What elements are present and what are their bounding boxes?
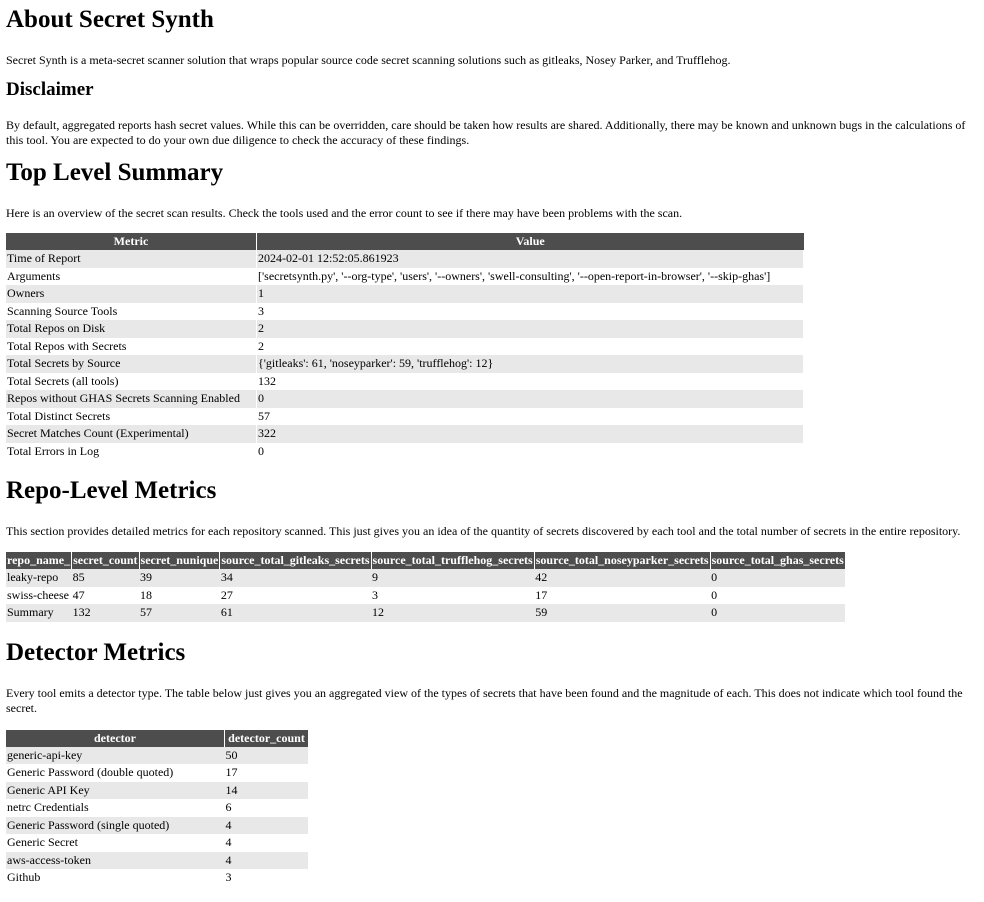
table-cell: 0	[710, 587, 845, 605]
table-cell: 12	[371, 604, 534, 622]
table-cell: 59	[534, 604, 710, 622]
column-header: source_total_noseyparker_secrets	[535, 553, 709, 567]
table-cell: Owners	[6, 285, 257, 303]
repo-header-row	[6, 552, 845, 569]
summary-row	[6, 285, 804, 303]
detector-row	[6, 869, 308, 887]
summary-header-value: Value	[257, 233, 804, 250]
table-cell: 322	[257, 425, 804, 443]
table-cell: Generic Secret	[6, 834, 225, 852]
table-cell: 132	[257, 373, 804, 391]
repo-row	[6, 604, 845, 622]
table-cell: 3	[257, 303, 804, 321]
column-header: source_total_gitleaks_secrets	[221, 553, 370, 567]
table-cell: 14	[225, 782, 309, 800]
table-cell: Total Secrets (all tools)	[6, 373, 257, 391]
table-cell: 85	[72, 569, 139, 587]
table-cell: 61	[220, 604, 371, 622]
table-cell: Secret Matches Count (Experimental)	[6, 425, 257, 443]
summary-table	[6, 233, 804, 460]
table-cell: Total Repos on Disk	[6, 320, 257, 338]
table-cell: Generic Password (single quoted)	[6, 817, 225, 835]
table-cell: 6	[225, 799, 309, 817]
table-cell: Total Secrets by Source	[6, 355, 257, 373]
summary-row	[6, 320, 804, 338]
table-cell: 4	[225, 834, 309, 852]
table-cell: 27	[220, 587, 371, 605]
table-cell: Total Distinct Secrets	[6, 408, 257, 426]
table-cell: 34	[220, 569, 371, 587]
table-cell: 0	[257, 443, 804, 461]
about-heading: About Secret Synth	[6, 6, 214, 33]
repo-metrics-heading: Repo-Level Metrics	[6, 477, 217, 504]
detector-row	[6, 834, 308, 852]
summary-header-row	[6, 233, 804, 250]
table-cell: 3	[371, 587, 534, 605]
summary-row	[6, 268, 804, 286]
table-cell: 1	[257, 285, 804, 303]
table-cell: 2024-02-01 12:52:05.861923	[257, 250, 804, 268]
table-cell: 0	[257, 390, 804, 408]
table-cell: aws-access-token	[6, 852, 225, 870]
repo-row	[6, 587, 845, 605]
table-cell: 4	[225, 817, 309, 835]
about-intro: Secret Synth is a meta-secret scanner solution that wraps popular source code secret scanning solutions such as gitleaks, Nosey Parker, and Trufflehog.	[6, 53, 731, 67]
summary-row	[6, 250, 804, 268]
detector-header-row	[6, 730, 308, 747]
table-cell: 0	[710, 569, 845, 587]
detector-row	[6, 799, 308, 817]
detector-table	[6, 730, 308, 887]
summary-row	[6, 373, 804, 391]
summary-row	[6, 408, 804, 426]
table-cell: Total Errors in Log	[6, 443, 257, 461]
column-header: secret_nunique	[140, 553, 219, 567]
table-cell: Summary	[6, 604, 72, 622]
table-cell: 0	[710, 604, 845, 622]
table-cell: 57	[257, 408, 804, 426]
table-cell: Time of Report	[6, 250, 257, 268]
summary-text: Here is an overview of the secret scan results. Check the tools used and the error count to see if there may have been problems with the scan.	[6, 206, 683, 220]
summary-row	[6, 443, 804, 461]
table-cell: 2	[257, 320, 804, 338]
table-cell: Arguments	[6, 268, 257, 286]
detector-metrics-heading: Detector Metrics	[6, 638, 186, 666]
repo-metrics-text: This section provides detailed metrics for each repository scanned. This just gives you an idea of the quantity of secrets discovered by each tool and the total number of secrets in the entire repository.	[6, 524, 961, 538]
summary-row	[6, 338, 804, 356]
detector-row	[6, 782, 308, 800]
column-header: source_total_ghas_secrets	[711, 553, 844, 567]
table-cell: Generic Password (double quoted)	[6, 764, 225, 782]
table-cell: 9	[371, 569, 534, 587]
table-cell: ['secretsynth.py', '--org-type', 'users', '--owners', 'swell-consulting', '--open-report-in-browser', '--skip-ghas']	[257, 268, 804, 286]
summary-row	[6, 303, 804, 321]
detector-row	[6, 764, 308, 782]
table-cell: Repos without GHAS Secrets Scanning Enabled	[6, 390, 257, 408]
disclaimer-text: By default, aggregated reports hash secret values. While this can be overridden, care should be taken how results are shared. Additionally, there may be known and unknown bugs in the calculations of this tool. You are expected to do your own due diligence to check the accuracy of these findings.	[6, 118, 966, 147]
table-cell: Scanning Source Tools	[6, 303, 257, 321]
table-cell: 50	[225, 747, 309, 765]
table-cell: 4	[225, 852, 309, 870]
repo-row	[6, 569, 845, 587]
table-cell: leaky-repo	[6, 569, 72, 587]
column-header: repo_name_	[7, 553, 71, 567]
table-cell: 39	[139, 569, 220, 587]
repo-metrics-table	[6, 552, 845, 622]
column-header: detector	[6, 730, 225, 747]
table-cell: 42	[534, 569, 710, 587]
table-cell: Github	[6, 869, 225, 887]
table-cell: Total Repos with Secrets	[6, 338, 257, 356]
table-cell: 17	[225, 764, 309, 782]
table-cell: 3	[225, 869, 309, 887]
summary-heading: Top Level Summary	[6, 159, 224, 186]
table-cell: 18	[139, 587, 220, 605]
table-cell: 47	[72, 587, 139, 605]
summary-header-metric: Metric	[6, 233, 257, 250]
table-cell: 17	[534, 587, 710, 605]
disclaimer-heading: Disclaimer	[6, 79, 94, 100]
detector-row	[6, 747, 308, 765]
table-cell: 2	[257, 338, 804, 356]
summary-row	[6, 425, 804, 443]
column-header: source_total_trufflehog_secrets	[372, 553, 533, 567]
detector-row	[6, 817, 308, 835]
detector-row	[6, 852, 308, 870]
table-cell: swiss-cheese	[6, 587, 72, 605]
table-cell: 57	[139, 604, 220, 622]
column-header: secret_count	[73, 553, 138, 567]
table-cell: 132	[72, 604, 139, 622]
summary-row	[6, 390, 804, 408]
summary-row	[6, 355, 804, 373]
table-cell: {'gitleaks': 61, 'noseyparker': 59, 'trufflehog': 12}	[257, 355, 804, 373]
table-cell: generic-api-key	[6, 747, 225, 765]
table-cell: netrc Credentials	[6, 799, 225, 817]
table-cell: Generic API Key	[6, 782, 225, 800]
column-header: detector_count	[225, 730, 309, 747]
detector-metrics-text: Every tool emits a detector type. The table below just gives you an aggregated view of the types of secrets that have been found and the magnitude of each. This does not indicate which tool found the secret.	[6, 685, 963, 715]
